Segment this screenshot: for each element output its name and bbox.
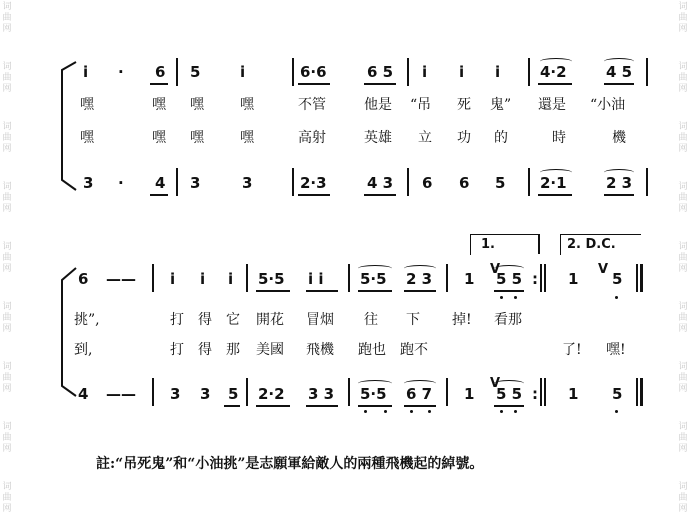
lyric: 看那: [494, 312, 522, 328]
underline: [538, 83, 572, 85]
underline: [604, 194, 634, 196]
system-brace-icon: [54, 56, 80, 194]
lyric: 嘿: [152, 97, 166, 113]
note: 1: [568, 270, 579, 288]
note: i: [422, 63, 428, 81]
note: 3: [242, 174, 253, 192]
note: 6 7: [406, 385, 433, 403]
bar-line: [636, 378, 638, 406]
lyric: 挑”,: [74, 312, 100, 328]
octave-dot: [615, 296, 618, 299]
lyric: 他是: [364, 97, 392, 113]
bar-line: [348, 264, 350, 292]
bar-line: [528, 58, 530, 86]
note: 2 3: [606, 174, 633, 192]
lyric: 立: [418, 130, 432, 146]
note: 4: [78, 385, 89, 403]
note: 5·5: [360, 270, 387, 288]
lyric: 跑不: [400, 342, 428, 358]
underline: [150, 83, 168, 85]
octave-dot: [500, 410, 503, 413]
note: 5 5: [496, 270, 523, 288]
lyric: 嘿!: [606, 342, 626, 358]
note: 5: [612, 385, 623, 403]
note: 5 5: [496, 385, 523, 403]
underline: [358, 405, 392, 407]
watermark-left-1: 词 曲 网: [2, 2, 12, 34]
note: i: [170, 270, 176, 288]
bar-line: [292, 58, 294, 86]
lyric: 嘿: [190, 97, 204, 113]
lyric: 跑也: [358, 342, 386, 358]
watermark-left-6: 词 曲 网: [2, 302, 12, 334]
watermark-left-9: 词 曲 网: [2, 482, 12, 514]
note: 3: [190, 174, 201, 192]
note: 3: [83, 174, 94, 192]
lyric: 那: [226, 342, 240, 358]
note: 1: [464, 385, 475, 403]
note: 6: [155, 63, 166, 81]
lyric: 不管: [298, 97, 326, 113]
bar-line: [646, 58, 648, 86]
bar-line: [528, 168, 530, 196]
lyric: 嘿: [80, 130, 94, 146]
lyric: 死: [457, 97, 471, 113]
watermark-left-4: 词 曲 网: [2, 182, 12, 214]
bar-line: [636, 264, 638, 292]
note: i: [240, 63, 246, 81]
lyric: 還是: [538, 97, 566, 113]
bar-line: [407, 168, 409, 196]
watermark-right-2: 词 曲 网: [678, 62, 688, 94]
bar-line: [407, 58, 409, 86]
footnote: 註:“吊死鬼”和“小油挑”是志願軍給敵人的兩種飛機起的綽號。: [96, 456, 484, 472]
note: 4: [155, 174, 166, 192]
bar-line: [544, 264, 546, 292]
underline: [404, 290, 436, 292]
underline: [494, 290, 524, 292]
note: 4 5: [606, 63, 633, 81]
note: ·: [118, 63, 124, 81]
octave-dot: [384, 410, 387, 413]
lyric: 機: [612, 130, 626, 146]
underline: [494, 405, 524, 407]
bar-line: [646, 168, 648, 196]
note: ·: [118, 174, 124, 192]
note: 4·2: [540, 63, 567, 81]
lyric: 開花: [256, 312, 284, 328]
lyric: 得: [198, 312, 212, 328]
note: 6: [459, 174, 470, 192]
octave-dot: [364, 410, 367, 413]
lyric: 美國: [256, 342, 284, 358]
repeat-sign: :: [532, 270, 538, 288]
note: 3: [170, 385, 181, 403]
octave-dot: [410, 410, 413, 413]
lyric: “吊: [410, 97, 432, 113]
breath-mark: V: [598, 262, 609, 277]
watermark-right-8: 词 曲 网: [678, 422, 688, 454]
lyric: 英雄: [364, 130, 392, 146]
underline: [306, 290, 338, 292]
note: 5: [190, 63, 201, 81]
note: 5: [228, 385, 239, 403]
underline: [364, 83, 396, 85]
bar-line: [640, 378, 643, 406]
bar-line: [540, 378, 542, 406]
watermark-right-6: 词 曲 网: [678, 302, 688, 334]
underline: [298, 83, 330, 85]
watermark-right-1: 词 曲 网: [678, 2, 688, 34]
note: 5·5: [360, 385, 387, 403]
underline: [298, 194, 330, 196]
lyric: 嘿: [240, 97, 254, 113]
lyric: 了!: [562, 342, 582, 358]
volta-first: 1.: [470, 234, 539, 255]
watermark-left-7: 词 曲 网: [2, 362, 12, 394]
underline: [306, 405, 338, 407]
note: ——: [106, 385, 136, 403]
lyric: 冒烟: [306, 312, 334, 328]
lyric: 飛機: [306, 342, 334, 358]
lyric: 打: [170, 312, 184, 328]
octave-dot: [615, 410, 618, 413]
note: i i: [308, 270, 324, 288]
volta-first-end: [538, 234, 540, 254]
note: 2·3: [300, 174, 327, 192]
note: 5: [495, 174, 506, 192]
watermark-right-3: 词 曲 网: [678, 122, 688, 154]
lyric: 嘿: [190, 130, 204, 146]
lyric: 時: [552, 130, 566, 146]
note: 6 5: [367, 63, 394, 81]
note: 2·2: [258, 385, 285, 403]
breath-mark: V: [490, 262, 501, 277]
note: 6: [422, 174, 433, 192]
breath-mark: V: [490, 376, 501, 391]
note: 1: [568, 385, 579, 403]
note: 3: [200, 385, 211, 403]
bar-line: [246, 378, 248, 406]
octave-dot: [428, 410, 431, 413]
note: i: [228, 270, 234, 288]
bar-line: [640, 264, 643, 292]
note: 6·6: [300, 63, 327, 81]
volta-second: 2. D.C.: [560, 234, 641, 255]
lyric: 鬼”: [490, 97, 512, 113]
bar-line: [540, 264, 542, 292]
repeat-sign: :: [532, 385, 538, 403]
lyric: 到,: [74, 342, 93, 358]
note: ——: [106, 270, 136, 288]
lyric: 往: [364, 312, 378, 328]
lyric: 嘿: [80, 97, 94, 113]
bar-line: [446, 378, 448, 406]
note: 2 3: [406, 270, 433, 288]
lyric: 得: [198, 342, 212, 358]
lyric: 下: [406, 312, 420, 328]
bar-line: [152, 378, 154, 406]
bar-line: [176, 58, 178, 86]
note: 2·1: [540, 174, 567, 192]
note: 1: [464, 270, 475, 288]
bar-line: [176, 168, 178, 196]
lyric: 高射: [298, 130, 326, 146]
lyric: 的: [494, 130, 508, 146]
lyric: 嘿: [240, 130, 254, 146]
note: 5: [612, 270, 623, 288]
note: 3 3: [308, 385, 335, 403]
watermark-right-4: 词 曲 网: [678, 182, 688, 214]
note: i: [495, 63, 501, 81]
underline: [224, 405, 240, 407]
underline: [256, 405, 290, 407]
octave-dot: [514, 296, 517, 299]
bar-line: [446, 264, 448, 292]
bar-line: [292, 168, 294, 196]
watermark-left-2: 词 曲 网: [2, 62, 12, 94]
lyric: 掉!: [452, 312, 472, 328]
watermark-right-7: 词 曲 网: [678, 362, 688, 394]
watermark-right-9: 词 曲 网: [678, 482, 688, 514]
bar-line: [348, 378, 350, 406]
lyric: 它: [226, 312, 240, 328]
bar-line: [544, 378, 546, 406]
lyric: 嘿: [152, 130, 166, 146]
underline: [150, 194, 168, 196]
underline: [256, 290, 290, 292]
underline: [364, 194, 396, 196]
octave-dot: [514, 410, 517, 413]
underline: [604, 83, 634, 85]
underline: [538, 194, 572, 196]
note: i: [200, 270, 206, 288]
bar-line: [246, 264, 248, 292]
note: 6: [78, 270, 89, 288]
watermark-left-5: 词 曲 网: [2, 242, 12, 274]
lyric: 打: [170, 342, 184, 358]
watermark-right-5: 词 曲 网: [678, 242, 688, 274]
underline: [358, 290, 392, 292]
note: 5·5: [258, 270, 285, 288]
note: i: [459, 63, 465, 81]
bar-line: [152, 264, 154, 292]
lyric: “小油: [590, 97, 626, 113]
system-brace-icon: [54, 262, 80, 402]
lyric: 功: [457, 130, 471, 146]
note: i: [83, 63, 89, 81]
watermark-left-8: 词 曲 网: [2, 422, 12, 454]
octave-dot: [500, 296, 503, 299]
watermark-left-3: 词 曲 网: [2, 122, 12, 154]
note: 4 3: [367, 174, 394, 192]
underline: [404, 405, 436, 407]
